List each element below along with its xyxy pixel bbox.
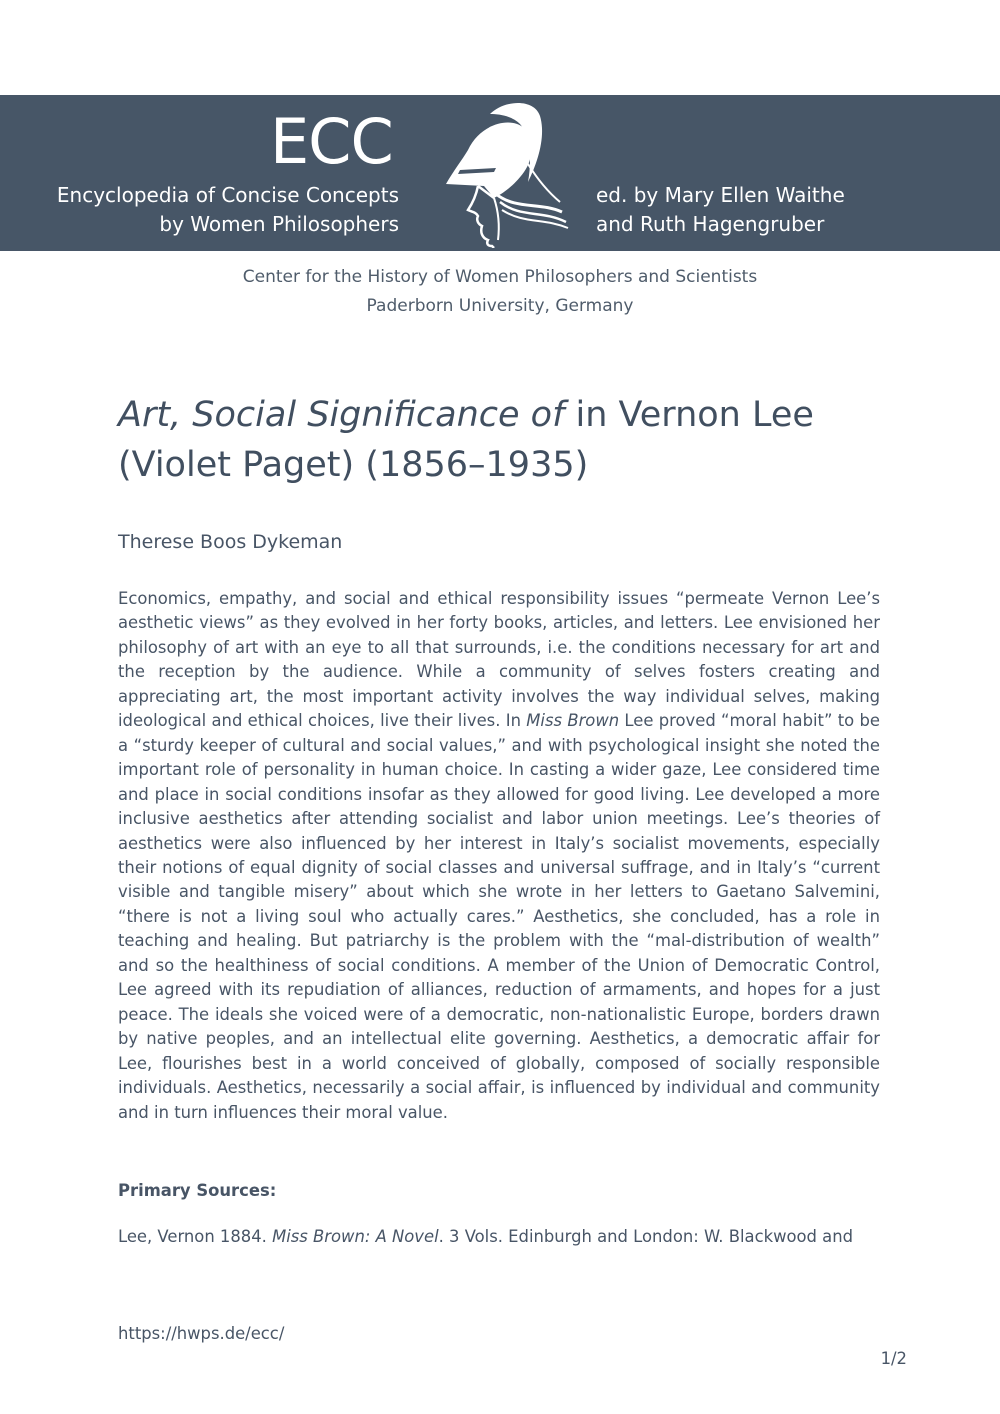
header-banner [0,95,1000,251]
article-title-line2: (Violet Paget) (1856–1935) [118,445,589,485]
source-title: Miss Brown: A Novel [272,1227,439,1246]
editors-line2: and Ruth Hagengruber [596,212,825,236]
ecc-acronym: ECC [270,105,393,178]
body-text-part1: Economics, empathy, and social and ethical responsibility issues “permeate Vernon Lee’s aesthetic views” as they evolved in her forty books, articles, and letters. Lee envisioned her philosophy of art with an eye to all that surrounds, i.e. the conditions necessary for art and the reception by the audience. While a community of selves fosters creating and appreciating art, the most important activity involves the way individual selves, making ideological and ethical choices, live their lives. In [118,589,880,731]
source-suffix: . 3 Vols. Edinburgh and London: W. Blackwood and [438,1227,853,1246]
source-prefix: Lee, Vernon 1884. [118,1227,273,1246]
footer-url[interactable]: https://hwps.de/ecc/ [118,1324,285,1343]
page-number: 1/2 [880,1349,907,1368]
article-title-italic: Art, Social Significance of [118,395,565,435]
encyclopedia-name-line1: Encyclopedia of Concise Concepts [56,183,399,207]
institution-line2: Paderborn University, Germany [366,296,634,316]
article-body [118,587,880,1125]
body-text-part2: Lee proved “moral habit” to be a “sturdy keeper of cultural and social values,” and with psychological insight she noted the important role of personality in human choice. In casting a wider gaze, Lee considered time and place in social conditions insofar as they allowed for good living. Lee developed a more inclusive aesthetics after attending socialist and labor union meetings. Lee’s theories of aesthetics were also influenced by her interest in Italy’s socialist movements, especially their notions of equal dignity of social classes and universal suffrage, and in Italy’s “current visible and tangible misery” about which she wrote in her letters to Gaetano Salvemini, “there is not a living soul who actually cares.” Aesthetics, she concluded, has a role in teaching and healing. But patriarchy is the problem with the “mal-distribution of wealth” and so the healthiness of social conditions. A member of the Union of Democratic Control, Lee agreed with its repudiation of alliances, reduction of armaments, and hopes for a just peace. The ideals she voiced were of a democratic, non-nationalistic Europe, borders drawn by native peoples, and an intellectual elite governing. Aesthetics, a democratic affair for Lee, flourishes best in a world conceived of globally, composed of socially responsible individuals. Aesthetics, necessarily a social affair, is influenced by individual and community and in turn influences their moral value. [118,711,880,1122]
editors [596,181,956,239]
athena-helmet-profile-icon [438,100,570,248]
institution-line1: Center for the History of Women Philosophers and Scientists [242,267,758,287]
body-text-italic: Miss Brown [526,711,620,731]
institution [0,263,1000,321]
encyclopedia-name [40,181,399,239]
article-title-rest: in Vernon Lee [564,395,814,435]
primary-source-entry [118,1224,880,1250]
article-title [118,390,898,490]
primary-sources-heading: Primary Sources: [118,1181,277,1200]
editors-line1: ed. by Mary Ellen Waithe [596,183,845,207]
encyclopedia-name-line2: by Women Philosophers [159,212,399,236]
article-title-line1 [118,390,898,440]
author-name: Therese Boos Dykeman [118,531,343,553]
